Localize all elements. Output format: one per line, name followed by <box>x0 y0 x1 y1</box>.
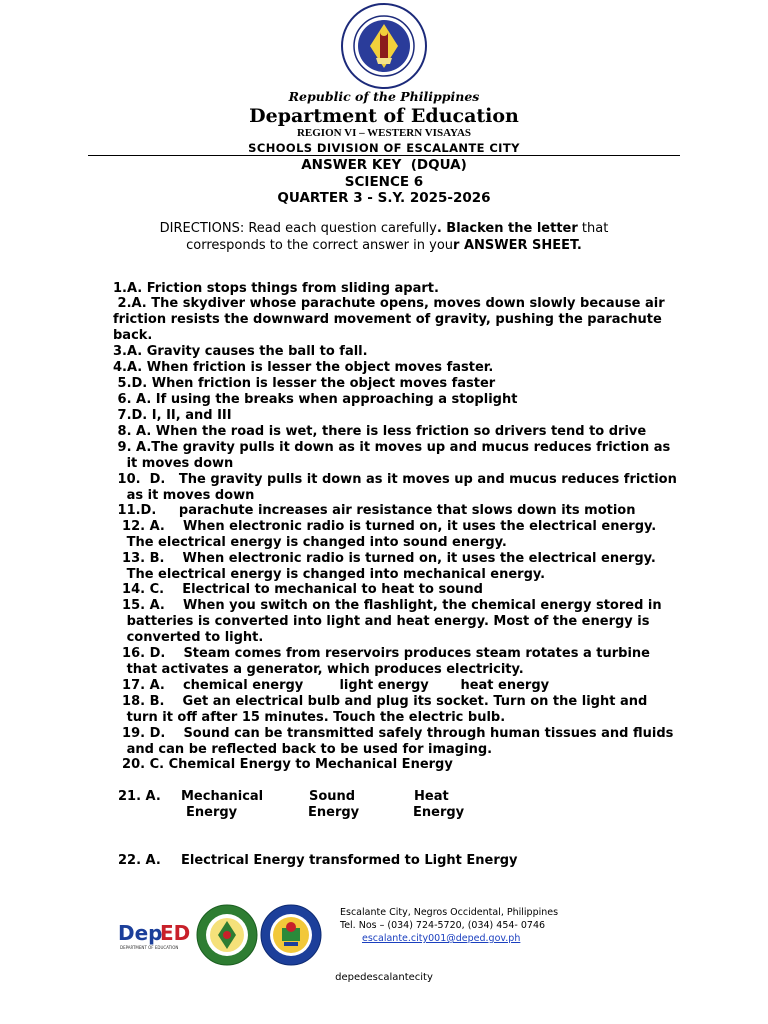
answer-item <box>113 424 646 440</box>
footer-email[interactable] <box>362 932 520 945</box>
answer-continuation: The electrical energy is changed into mechanical energy. <box>113 567 546 582</box>
answer-line: 4.A. When friction is lesser the object moves faster. <box>113 360 494 375</box>
answer-continuation: as it moves down <box>113 488 255 503</box>
answer-21-col1a: Mechanical <box>181 789 264 804</box>
division-line: SCHOOLS DIVISION OF ESCALANTE CITY <box>248 141 520 155</box>
answer-line: 2.A. The skydiver whose parachute opens, moves down slowly because air <box>113 296 665 311</box>
answer-line: 8. A. When the road is wet, there is less friction so drivers tend to drive <box>113 424 647 439</box>
quarter-title: QUARTER 3 - S.Y. 2025-2026 <box>277 190 491 206</box>
answer-item <box>113 281 439 297</box>
answer-21-col3a: Heat <box>414 789 449 804</box>
answer-item <box>113 598 662 646</box>
answer-continuation: batteries is converted into light and heat energy. Most of the energy is <box>113 614 650 629</box>
answer-item <box>113 392 517 408</box>
answer-line: 3.A. Gravity causes the ball to fall. <box>113 344 368 359</box>
answer-21-col3b: Energy <box>413 805 465 820</box>
answer-item <box>113 376 495 392</box>
answer-item <box>113 694 647 726</box>
footer-site: depedescalantecity <box>335 972 433 983</box>
answer-item <box>113 757 453 773</box>
footer-telephone: Tel. Nos – (034) 724-5720, (034) 454- 0746 <box>340 920 546 931</box>
answer-item <box>113 408 232 424</box>
answer-22-text: Electrical Energy transformed to Light Energy <box>181 853 518 868</box>
answer-continuation: back. <box>113 328 153 343</box>
answer-line: 7.D. I, II, and III <box>113 408 232 423</box>
division-seal-logo <box>196 904 258 966</box>
answer-item <box>113 726 673 758</box>
answer-21-col2b: Energy <box>308 805 360 820</box>
answer-continuation: The electrical energy is changed into sound energy. <box>113 535 507 550</box>
answer-item <box>113 440 670 472</box>
answer-line: 6. A. If using the breaks when approaching a stoplight <box>113 392 518 407</box>
svg-text:ED: ED <box>160 921 191 945</box>
answer-line: 17. A. chemical energy light energy heat energy <box>113 678 550 693</box>
deped-seal-logo <box>340 2 428 90</box>
answer-item <box>113 344 368 360</box>
answer-line: 19. D. Sound can be transmitted safely through human tissues and fluids <box>113 726 674 741</box>
answer-continuation: that activates a generator, which produces electricity. <box>113 662 524 677</box>
republic-line: Republic of the Philippines <box>288 89 480 104</box>
directions-part1: DIRECTIONS: Read each question carefully <box>159 221 437 236</box>
answer-continuation: turn it off after 15 minutes. Touch the electric bulb. <box>113 710 506 725</box>
answer-item <box>113 646 650 678</box>
answer-item <box>113 296 665 344</box>
answer-line: 13. B. When electronic radio is turned on, it uses the electrical energy. <box>113 551 656 566</box>
region-line: REGION VI – WESTERN VISAYAS <box>296 127 472 139</box>
deped-wordmark-logo <box>116 912 196 952</box>
answer-continuation: and can be reflected back to be used for imaging. <box>113 742 493 757</box>
answer-line: 10. D. The gravity pulls it down as it moves up and mucus reduces friction <box>113 472 677 487</box>
answer-item <box>113 582 483 598</box>
answer-continuation: converted to light. <box>113 630 264 645</box>
answer-line: 1.A. Friction stops things from sliding apart. <box>113 281 439 296</box>
answer-item <box>113 519 656 551</box>
department-title: Department of Education <box>249 105 519 127</box>
answer-item <box>113 678 549 694</box>
svg-text:Dep: Dep <box>118 921 163 945</box>
answer-21-number: 21. A. <box>118 789 161 804</box>
answer-line: 18. B. Get an electrical bulb and plug its socket. Turn on the light and <box>113 694 648 709</box>
answer-item <box>113 360 493 376</box>
answer-21-col2a: Sound <box>309 789 356 804</box>
directions-part4: corresponds to the correct answer in you <box>186 238 454 253</box>
answer-22-number: 22. A. <box>118 853 161 868</box>
answer-item <box>113 503 635 519</box>
email-link[interactable]: escalante.city001@deped.gov.ph <box>362 933 521 944</box>
header-divider <box>88 155 680 156</box>
directions-part2: . Blacken the letter <box>436 221 578 236</box>
answer-line: 15. A. When you switch on the flashlight, the chemical energy stored in <box>113 598 662 613</box>
answer-line: 14. C. Electrical to mechanical to heat to sound <box>113 582 483 597</box>
answer-line: 11.D. parachute increases air resistance that slows down its motion <box>113 503 636 518</box>
directions <box>0 220 768 254</box>
answer-21-col1b: Energy <box>186 805 238 820</box>
answer-line: 16. D. Steam comes from reservoirs produces steam rotates a turbine <box>113 646 650 661</box>
answer-continuation: it moves down <box>113 456 234 471</box>
svg-text:DEPARTMENT OF EDUCATION: DEPARTMENT OF EDUCATION <box>120 945 179 950</box>
directions-part3: that <box>577 221 609 236</box>
footer-address: Escalante City, Negros Occidental, Philippines <box>340 907 559 918</box>
answer-line: 12. A. When electronic radio is turned on, it uses the electrical energy. <box>113 519 657 534</box>
escalante-city-seal-logo <box>260 904 322 966</box>
answer-item <box>113 472 677 504</box>
answer-key-title: ANSWER KEY (DQUA) <box>301 157 467 173</box>
answer-line: 5.D. When friction is lesser the object moves faster <box>113 376 496 391</box>
answer-line: 20. C. Chemical Energy to Mechanical Energy <box>113 757 453 772</box>
answer-line: 9. A.The gravity pulls it down as it moves up and mucus reduces friction as <box>113 440 671 455</box>
answer-continuation: friction resists the downward movement of gravity, pushing the parachute <box>113 312 662 327</box>
subject-title: SCIENCE 6 <box>344 174 424 190</box>
directions-part5: r ANSWER SHEET. <box>453 238 582 253</box>
answer-item <box>113 551 656 583</box>
